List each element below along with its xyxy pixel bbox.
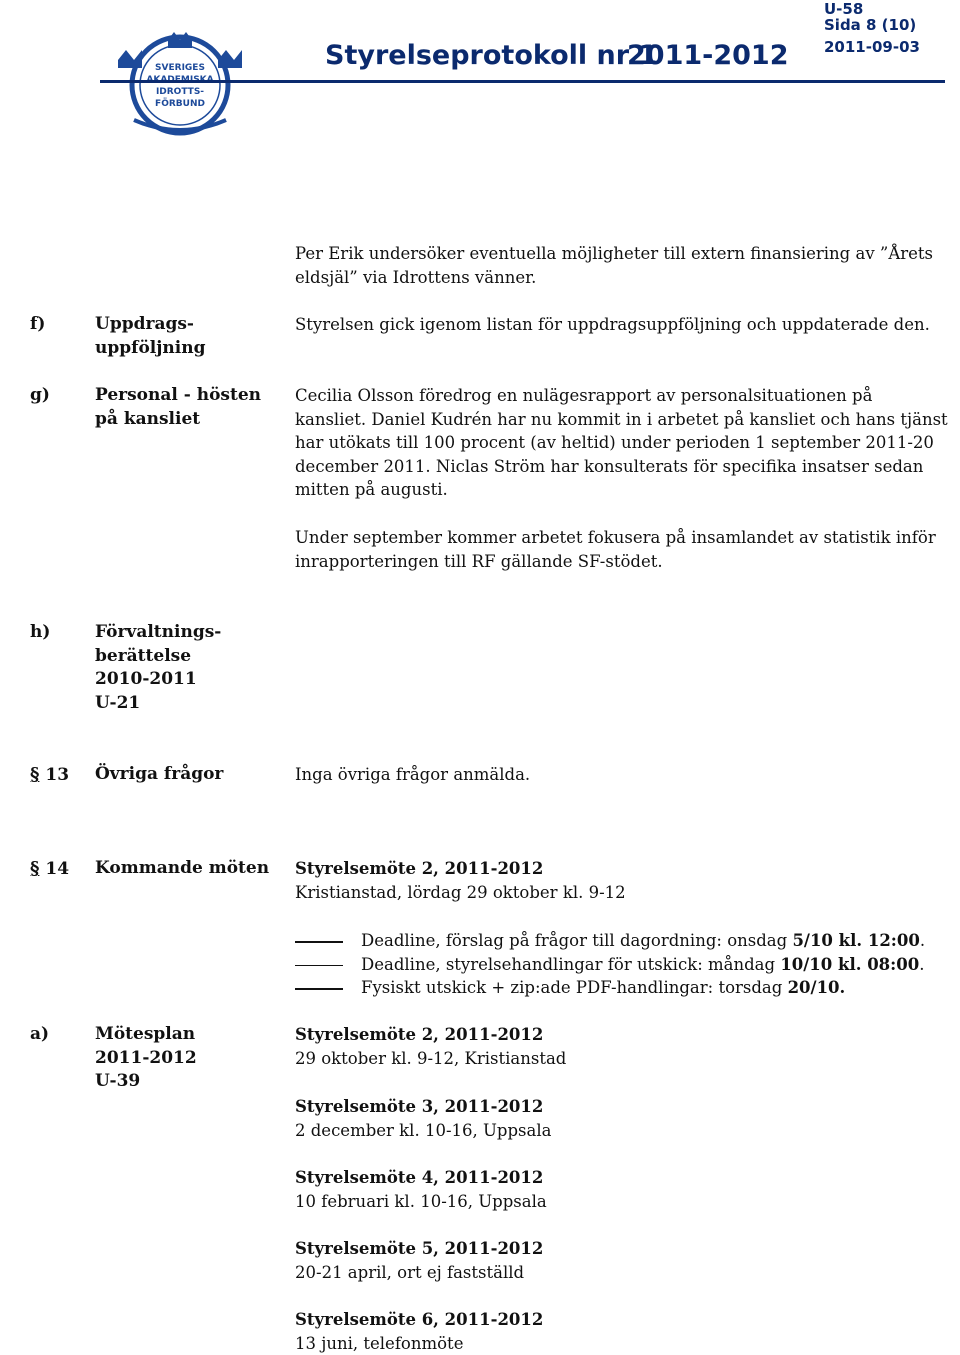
document-date: 2011-09-03 [824, 38, 920, 56]
paragraph-line: Cecilia Olsson föredrog en nulägesrapport av personalsituationen på [295, 386, 873, 405]
item-label-line: berättelse [95, 645, 192, 666]
meeting-title: Styrelsemöte 5, 2011-2012 [295, 1239, 544, 1258]
item-label-line: Uppdrags- [95, 314, 194, 334]
section-number: 13 [45, 765, 70, 785]
deadline-list [295, 929, 925, 1000]
item-label-line: på kansliet [95, 408, 201, 429]
paragraph-line: Under september kommer arbetet fokusera på insamlandet av statistik inför [295, 528, 936, 547]
item-label-line: 2010-2011 [95, 669, 197, 689]
logo-text-line1: SVERIGES [155, 63, 205, 73]
item-label-line: 2011-2012 [95, 1047, 197, 1068]
intro-paragraph [295, 242, 933, 289]
section-symbol: § [30, 764, 40, 785]
item-label-line: Mötesplan [95, 1024, 196, 1044]
paragraph-line: december 2011. Niclas Ström har konsulterats för specifika insatser sedan [295, 456, 924, 476]
meeting-details: 20-21 april, ort ej fastställd [295, 1262, 525, 1282]
paragraph-line: mitten på augusti. [295, 480, 448, 499]
meeting-entry [295, 1237, 543, 1284]
intro-line: Per Erik undersöker eventuella möjligheter till extern finansiering av ”Årets [295, 244, 933, 263]
section-symbol: § [30, 858, 40, 879]
meeting-entry [295, 1023, 566, 1070]
document-year: 2011-2012 [627, 40, 789, 71]
document-title: Styrelseprotokoll nr 1 [325, 40, 658, 71]
item-label-line: Förvaltnings- [95, 622, 222, 642]
section-13-text: Inga övriga frågor anmälda. [295, 765, 531, 784]
meeting-entry [295, 1308, 543, 1355]
header-divider [100, 80, 945, 83]
section-number: 14 [45, 859, 70, 879]
meeting-title: Styrelsemöte 2, 2011-2012 [295, 859, 544, 878]
intro-line: eldsjäl” via Idrottens vänner. [295, 267, 537, 287]
organization-logo [104, 30, 256, 140]
item-label-line: U-21 [95, 692, 141, 713]
logo-text-line3: IDROTTS- [155, 87, 205, 97]
item-label-motesplan [95, 1023, 197, 1094]
item-letter-f: f) [30, 314, 46, 334]
meeting-details: Kristianstad, lördag 29 oktober kl. 9-12 [295, 882, 626, 902]
item-label-line: uppföljning [95, 337, 206, 358]
meeting-details: 13 juni, telefonmöte [295, 1333, 464, 1353]
item-label-f [95, 313, 205, 360]
item-text-g-paragraph2 [295, 526, 936, 573]
section-13-number [30, 763, 69, 788]
page-number: Sida 8 (10) [824, 16, 917, 34]
paragraph-line: inrapporteringen till RF gällande SF-stödet. [295, 551, 663, 571]
section-14-number [30, 857, 69, 882]
paragraph-line: kansliet. Daniel Kudrén har nu kommit in i arbetet på kansliet och hans tjänst [295, 409, 948, 429]
item-letter-h: h) [30, 622, 51, 642]
meeting-details: 29 oktober kl. 9-12, Kristianstad [295, 1048, 567, 1068]
meeting-title: Styrelsemöte 3, 2011-2012 [295, 1097, 544, 1116]
deadline-item: Fysiskt utskick + zip:ade PDF-handlingar: torsdag 20/10. [295, 976, 925, 1000]
meeting-details: 2 december kl. 10-16, Uppsala [295, 1120, 552, 1140]
meeting-entry [295, 1095, 551, 1142]
paragraph-line: har utökats till 100 procent (av heltid) under perioden 1 september 2011-20 [295, 433, 934, 452]
item-label-line: Personal - hösten [95, 385, 262, 405]
meeting-title: Styrelsemöte 6, 2011-2012 [295, 1310, 544, 1329]
item-text-g-paragraph1 [295, 384, 948, 502]
section-14-title: Kommande möten [95, 858, 270, 878]
item-label-g [95, 384, 261, 431]
document-reference: U-58 [824, 0, 864, 18]
meeting-title: Styrelsemöte 4, 2011-2012 [295, 1168, 544, 1187]
logo-text-line4: FÖRBUND [155, 99, 205, 109]
item-label-h [95, 621, 221, 715]
item-text-f: Styrelsen gick igenom listan för uppdragsuppföljning och uppdaterade den. [295, 315, 930, 334]
deadline-item: Deadline, förslag på frågor till dagordning: onsdag 5/10 kl. 12:00. [295, 929, 925, 953]
meeting-entry [295, 1166, 547, 1213]
item-label-line: U-39 [95, 1071, 141, 1091]
meeting-details: 10 februari kl. 10-16, Uppsala [295, 1191, 547, 1211]
section-14-meeting [295, 857, 626, 904]
item-letter-a: a) [30, 1024, 50, 1044]
item-letter-g: g) [30, 385, 50, 405]
section-13-title: Övriga frågor [95, 764, 224, 784]
meeting-title: Styrelsemöte 2, 2011-2012 [295, 1025, 544, 1044]
deadline-item: Deadline, styrelsehandlingar för utskick: måndag 10/10 kl. 08:00. [295, 953, 925, 977]
